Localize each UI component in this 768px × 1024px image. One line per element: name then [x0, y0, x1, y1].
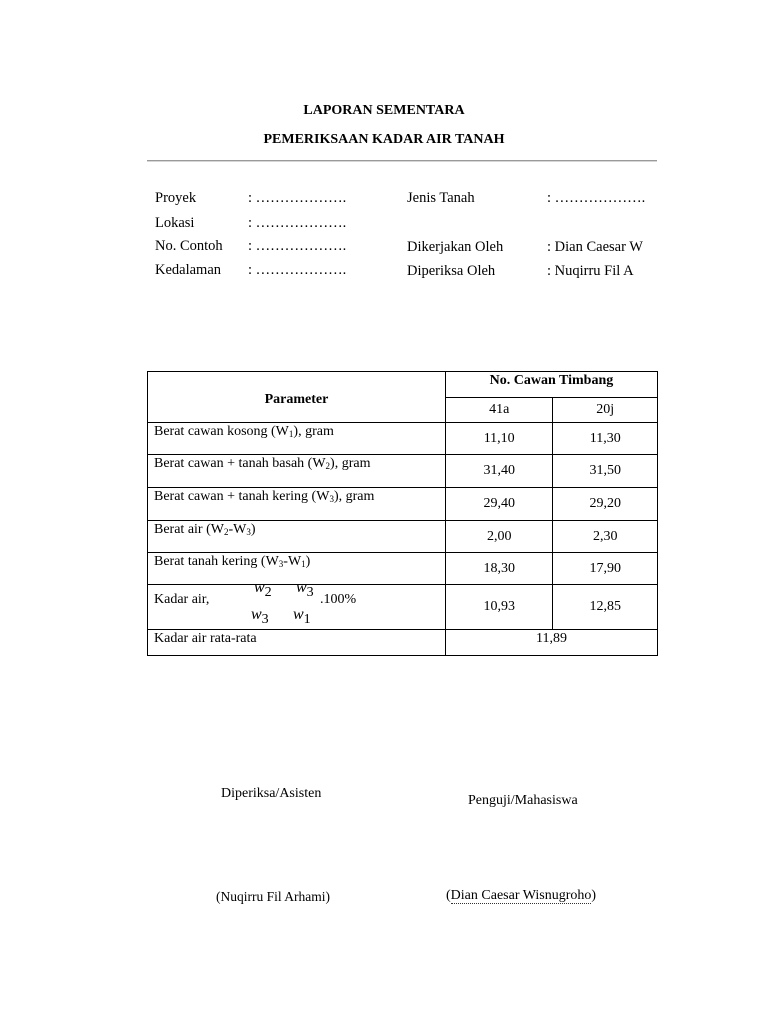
tester-role: Penguji/Mahasiswa: [468, 793, 578, 808]
cell-value: 2,00: [445, 521, 553, 553]
table-row: [148, 585, 658, 630]
cell-value: 11,30: [553, 423, 658, 455]
parameter-header: Parameter: [148, 372, 446, 423]
cell-value: 29,20: [553, 488, 658, 521]
cell-value: 11,10: [445, 423, 553, 455]
formula-w2: w2: [254, 579, 272, 600]
table-row: [148, 488, 658, 521]
table-row: [148, 553, 658, 585]
kedalaman-value: : ……………….: [248, 262, 347, 278]
kadar-air-formula: [148, 579, 438, 629]
formula-w1: w1: [293, 606, 311, 627]
table-row: [148, 455, 658, 488]
header-divider: [147, 160, 657, 162]
cawan-header: No. Cawan Timbang: [445, 372, 657, 398]
row-label: Berat cawan + tanah basah $(W_2)$, gram: [148, 455, 446, 488]
formula-multiplier: .100%: [320, 592, 357, 607]
formula-w3-top: w3: [296, 579, 314, 600]
kedalaman-label: Kedalaman: [155, 262, 222, 278]
diperiksa-label: Diperiksa Oleh: [407, 263, 496, 279]
dikerjakan-value: : Dian Caesar W: [547, 239, 643, 255]
row-label: Berat air $(W_2-W_3)$: [148, 521, 446, 553]
moisture-table: [147, 371, 658, 656]
average-value: 11,89: [445, 630, 657, 656]
checker-name: (Nuqirru Fil Arhami): [216, 889, 330, 904]
no-contoh-label: No. Contoh: [155, 238, 223, 254]
row-label: Kadar air rata-rata: [148, 630, 446, 656]
cell-value: 10,93: [445, 585, 553, 630]
report-subtitle: PEMERIKSAAN KADAR AIR TANAH: [263, 132, 505, 147]
cell-value: 12,85: [553, 585, 658, 630]
lokasi-value: : ……………….: [248, 215, 347, 231]
cell-value: 31,50: [553, 455, 658, 488]
cell-value: 31,40: [445, 455, 553, 488]
table-row: [148, 630, 658, 656]
cell-value: 17,90: [553, 553, 658, 585]
jenis-tanah-label: Jenis Tanah: [407, 190, 475, 206]
no-contoh-value: : ……………….: [248, 238, 347, 254]
report-title: LAPORAN SEMENTARA: [303, 103, 465, 118]
proyek-value: : ……………….: [248, 190, 347, 206]
cell-value: 2,30: [553, 521, 658, 553]
lokasi-label: Lokasi: [155, 215, 195, 231]
checker-role: Diperiksa/Asisten: [221, 786, 322, 801]
cell-value: 18,30: [445, 553, 553, 585]
dikerjakan-label: Dikerjakan Oleh: [407, 239, 504, 255]
row-label: Berat cawan kosong $(W_1)$, gram: [148, 423, 446, 455]
row-label: Berat tanah kering $(W_3-W_1)$: [148, 553, 446, 585]
tester-name: (Dian Caesar Wisnugroho): [446, 888, 597, 903]
diperiksa-value: : Nuqirru Fil A: [547, 263, 634, 279]
kadar-air-formula-cell: [148, 579, 446, 630]
col-41a: 41a: [445, 398, 553, 423]
table-row: [148, 423, 658, 455]
kadar-air-label: Kadar air,: [154, 592, 210, 607]
row-label: Berat cawan + tanah kering $(W_3)$, gram: [148, 488, 446, 521]
formula-w3-bottom: w3: [251, 606, 269, 627]
table-row: [148, 521, 658, 553]
proyek-label: Proyek: [155, 190, 197, 206]
col-20j: 20j: [553, 398, 658, 423]
jenis-tanah-value: : ……………….: [547, 190, 646, 206]
cell-value: 29,40: [445, 488, 553, 521]
